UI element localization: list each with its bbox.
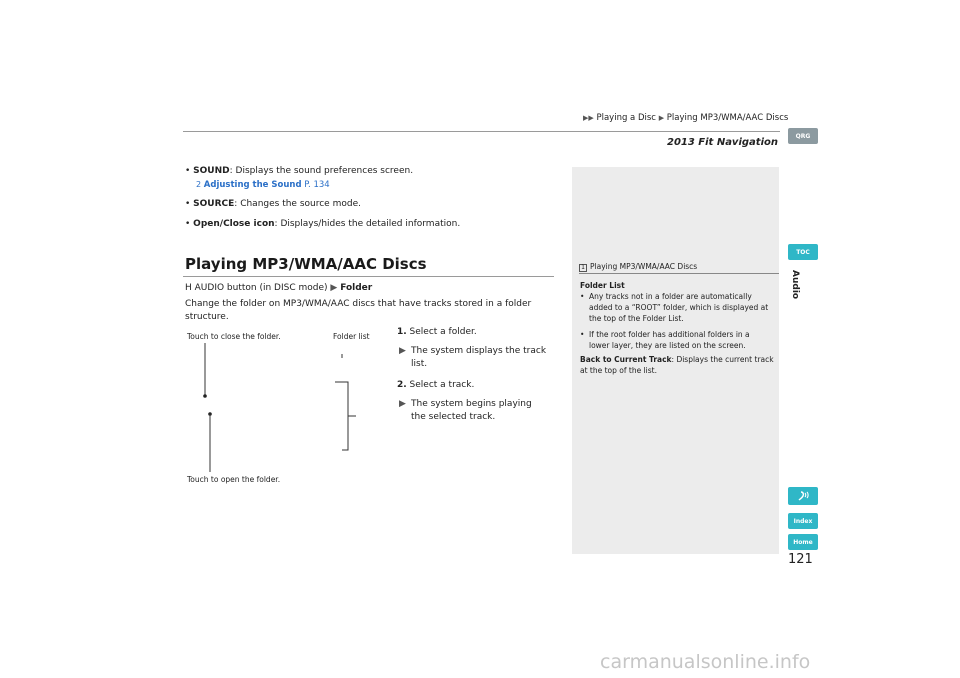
tab-index[interactable]: Index — [788, 513, 818, 529]
step-1 — [397, 327, 477, 337]
section-side-label-text: Audio — [790, 270, 800, 300]
bullet-source — [185, 199, 361, 209]
bullet-desc: : Changes the source mode. — [234, 199, 361, 209]
callout-close-folder: Touch to close the folder. — [187, 332, 281, 341]
side-note-item-text: If the root folder has additional folders in a lower layer, they are listed on the screen. — [589, 330, 750, 350]
side-note-divider — [579, 273, 779, 274]
guide-title: 2013 Fit Navigation — [666, 137, 778, 148]
breadcrumb-arrows-icon: ▶▶ — [583, 114, 594, 122]
bullet-term: Open/Close icon — [193, 219, 275, 229]
tab-voice[interactable] — [788, 487, 818, 505]
path-text: AUDIO button (in DISC mode) — [191, 283, 331, 293]
bullet-desc: : Displays the sound preferences screen. — [229, 166, 414, 176]
result-arrow-icon: ▶ — [399, 399, 406, 409]
bullet-dot: • — [580, 292, 585, 301]
tab-toc[interactable]: TOC — [788, 244, 818, 260]
xref-arrow-icon: 2 — [196, 180, 202, 189]
callout-folder-list: Folder list — [333, 332, 370, 341]
path-prefix-icon: H — [185, 283, 192, 293]
watermark: carmanualsonline.info — [600, 651, 811, 673]
side-note-item — [580, 291, 770, 324]
note-icon: 1 — [579, 264, 587, 272]
callout-open-folder: Touch to open the folder. — [187, 475, 281, 484]
result-arrow-icon: ▶ — [399, 346, 406, 356]
breadcrumb-separator-icon: ▶ — [658, 114, 665, 122]
step-text: Select a folder. — [406, 327, 477, 337]
side-note-title-text: Playing MP3/WMA/AAC Discs — [590, 262, 698, 271]
side-note-subhead — [580, 280, 775, 291]
xref-page[interactable]: P. 134 — [301, 180, 330, 190]
bullet-dot: • — [580, 330, 585, 339]
page-number: 121 — [788, 552, 813, 567]
bullet-sound — [185, 166, 413, 176]
path-target: Folder — [340, 283, 373, 293]
side-note-item-text: Any tracks not in a folder are automatically added to a “ROOT” folder, which is displayed at the top of the Folder List. — [589, 292, 769, 323]
bullet-open-close — [185, 219, 460, 229]
bullet-dot: • — [185, 166, 194, 176]
folder-figure — [180, 326, 380, 486]
tab-qrg[interactable]: QRG — [788, 128, 818, 144]
side-note-back-desc: : Displays the current track at the top of the list. — [580, 355, 774, 375]
side-note-back-term: Back to Current Track — [580, 355, 672, 364]
bullet-term: SOURCE — [193, 199, 235, 209]
breadcrumb — [583, 113, 788, 123]
step-result-text: The system displays the track list. — [411, 346, 547, 369]
tab-home[interactable]: Home — [788, 534, 818, 550]
step-1-result — [399, 345, 549, 371]
xref-adjusting-sound[interactable] — [196, 180, 330, 190]
intro-paragraph: Change the folder on MP3/WMA/AAC discs that have tracks stored in a folder structure. — [185, 299, 532, 322]
section-divider — [183, 276, 554, 277]
step-2-result — [399, 398, 549, 424]
side-note-item — [580, 329, 770, 351]
section-title: Playing MP3/WMA/AAC Discs — [185, 255, 427, 273]
step-result-text: The system begins playing the selected track. — [411, 399, 532, 422]
breadcrumb-item-playing-disc[interactable]: Playing a Disc — [596, 113, 656, 123]
step-text: Select a track. — [406, 380, 475, 390]
bullet-dot: • — [185, 219, 194, 229]
step-number: 2. — [397, 380, 407, 390]
section-side-label — [790, 270, 810, 310]
breadcrumb-item-mp3-discs[interactable]: Playing MP3/WMA/AAC Discs — [666, 113, 789, 123]
figure-callout-lines — [180, 326, 380, 486]
bullet-dot: • — [185, 199, 194, 209]
step-number: 1. — [397, 327, 407, 337]
side-note-title — [579, 262, 697, 272]
voice-command-icon — [796, 490, 810, 502]
path-separator-icon: ▶ — [330, 283, 338, 293]
bullet-term: SOUND — [193, 166, 230, 176]
navigation-path — [185, 283, 372, 293]
header-divider — [183, 131, 780, 132]
side-note-subhead-text: Folder List — [580, 281, 625, 290]
bullet-desc: : Displays/hides the detailed information. — [274, 219, 461, 229]
side-note-back-to-current — [580, 354, 775, 376]
step-2 — [397, 380, 474, 390]
xref-label[interactable]: Adjusting the Sound — [203, 180, 302, 190]
